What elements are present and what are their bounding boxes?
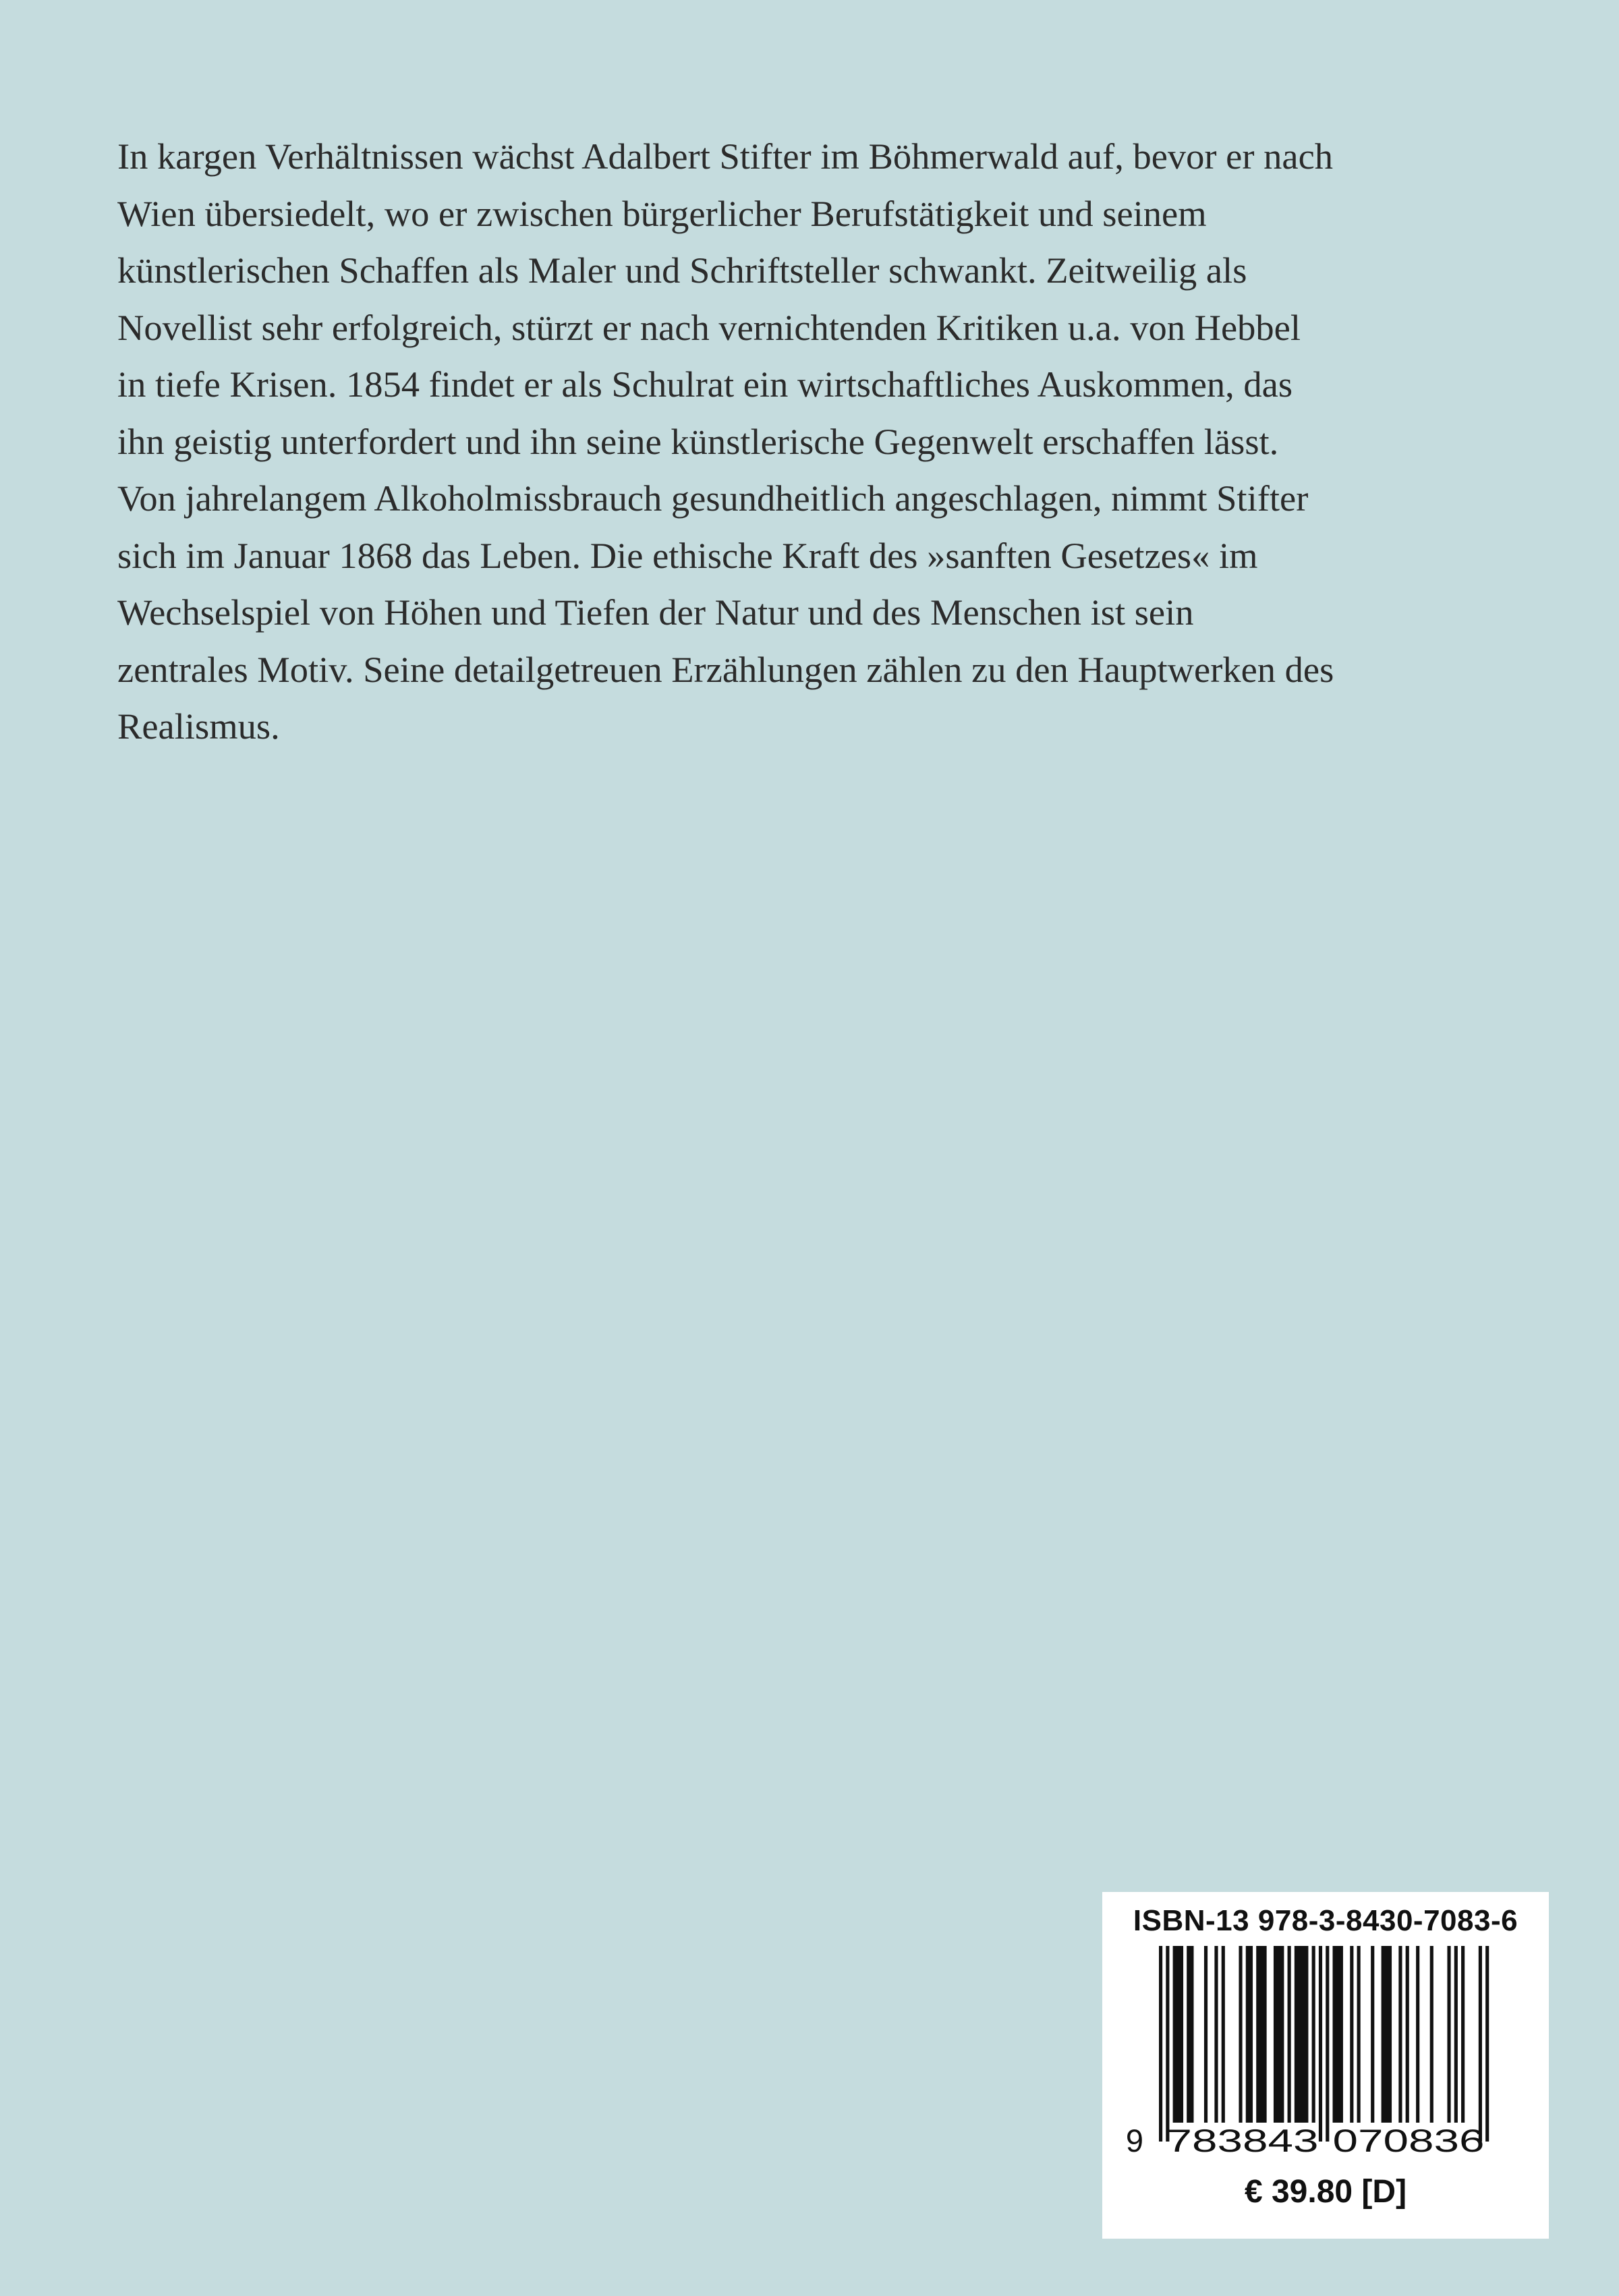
blurb-line: Wechselspiel von Höhen und Tiefen der Natur und des Menschen ist sein [117, 592, 1194, 633]
barcode-bar [1454, 1946, 1458, 2123]
blurb-line: Novellist sehr erfolgreich, stürzt er nach vernichtenden Kritiken u.a. von Hebbel [117, 306, 1301, 348]
barcode-bar [1350, 1946, 1353, 2123]
blurb-line: In kargen Verhältnissen wächst Adalbert Stifter im Böhmerwald auf, bevor er nach [117, 136, 1334, 177]
barcode-bar [1204, 1946, 1208, 2123]
isbn-label: ISBN-13 978-3-8430-7083-6 [1133, 1904, 1518, 1937]
isbn-barcode-box [1102, 1892, 1549, 2239]
barcode-bar [1187, 1946, 1193, 2123]
barcode-guard-bar [1159, 1946, 1162, 2142]
barcode-guard-bar [1319, 1946, 1322, 2142]
barcode-digits-left: 783843 [1166, 2123, 1319, 2158]
blurb-line: künstlerischen Schaffen als Maler und Schriftsteller schwankt. Zeitweilig als [117, 250, 1247, 291]
barcode-guard-bar [1485, 1946, 1489, 2142]
barcode-digit-first: 9 [1125, 2123, 1144, 2158]
blurb-line: ihn geistig unterfordert und ihn seine künstlerische Gegenwelt erschaffen lässt. [117, 420, 1279, 462]
barcode-digits-right: 070836 [1332, 2123, 1485, 2158]
blurb-line: Realismus. [117, 706, 280, 747]
barcode-bar [1447, 1946, 1450, 2123]
barcode-bar [1246, 1946, 1253, 2123]
barcode-bar [1406, 1946, 1409, 2123]
barcode-bar [1288, 1946, 1291, 2123]
barcode-bar [1398, 1946, 1402, 2123]
barcode-bar [1222, 1946, 1225, 2123]
barcode-guard-bar [1479, 1946, 1482, 2142]
blurb-line: Wien übersiedelt, wo er zwischen bürgerlicher Berufstätigkeit und seinem [117, 192, 1207, 234]
barcode-bars [1159, 1946, 1489, 2142]
barcode-bar [1416, 1946, 1419, 2123]
barcode-bar [1461, 1946, 1465, 2123]
barcode-bar [1430, 1946, 1433, 2123]
barcode-bar [1371, 1946, 1374, 2123]
barcode-bar [1357, 1946, 1361, 2123]
barcode-guard-bar [1326, 1946, 1329, 2142]
blurb-line: in tiefe Krisen. 1854 findet er als Schulrat ein wirtschaftliches Auskommen, das [117, 364, 1293, 405]
blurb-line: zentrales Motiv. Seine detailgetreuen Erzählungen zählen zu den Hauptwerken des [117, 648, 1334, 690]
barcode-bar [1239, 1946, 1242, 2123]
barcode-bar [1214, 1946, 1218, 2123]
barcode-bar [1295, 1946, 1309, 2123]
barcode-guard-bar [1166, 1946, 1169, 2142]
price-label: € 39.80 [D] [1244, 2174, 1407, 2210]
barcode-bar [1333, 1946, 1343, 2123]
barcode-bar [1382, 1946, 1392, 2123]
barcode-bar [1256, 1946, 1266, 2123]
barcode-bar [1173, 1946, 1183, 2123]
barcode-bar [1274, 1946, 1284, 2123]
blurb-line: sich im Januar 1868 das Leben. Die ethische Kraft des »sanften Gesetzes« im [117, 534, 1258, 576]
back-cover-blurb [117, 128, 1514, 755]
barcode-bar [1312, 1946, 1315, 2123]
blurb-line: Von jahrelangem Alkoholmissbrauch gesundheitlich angeschlagen, nimmt Stifter [117, 478, 1309, 519]
